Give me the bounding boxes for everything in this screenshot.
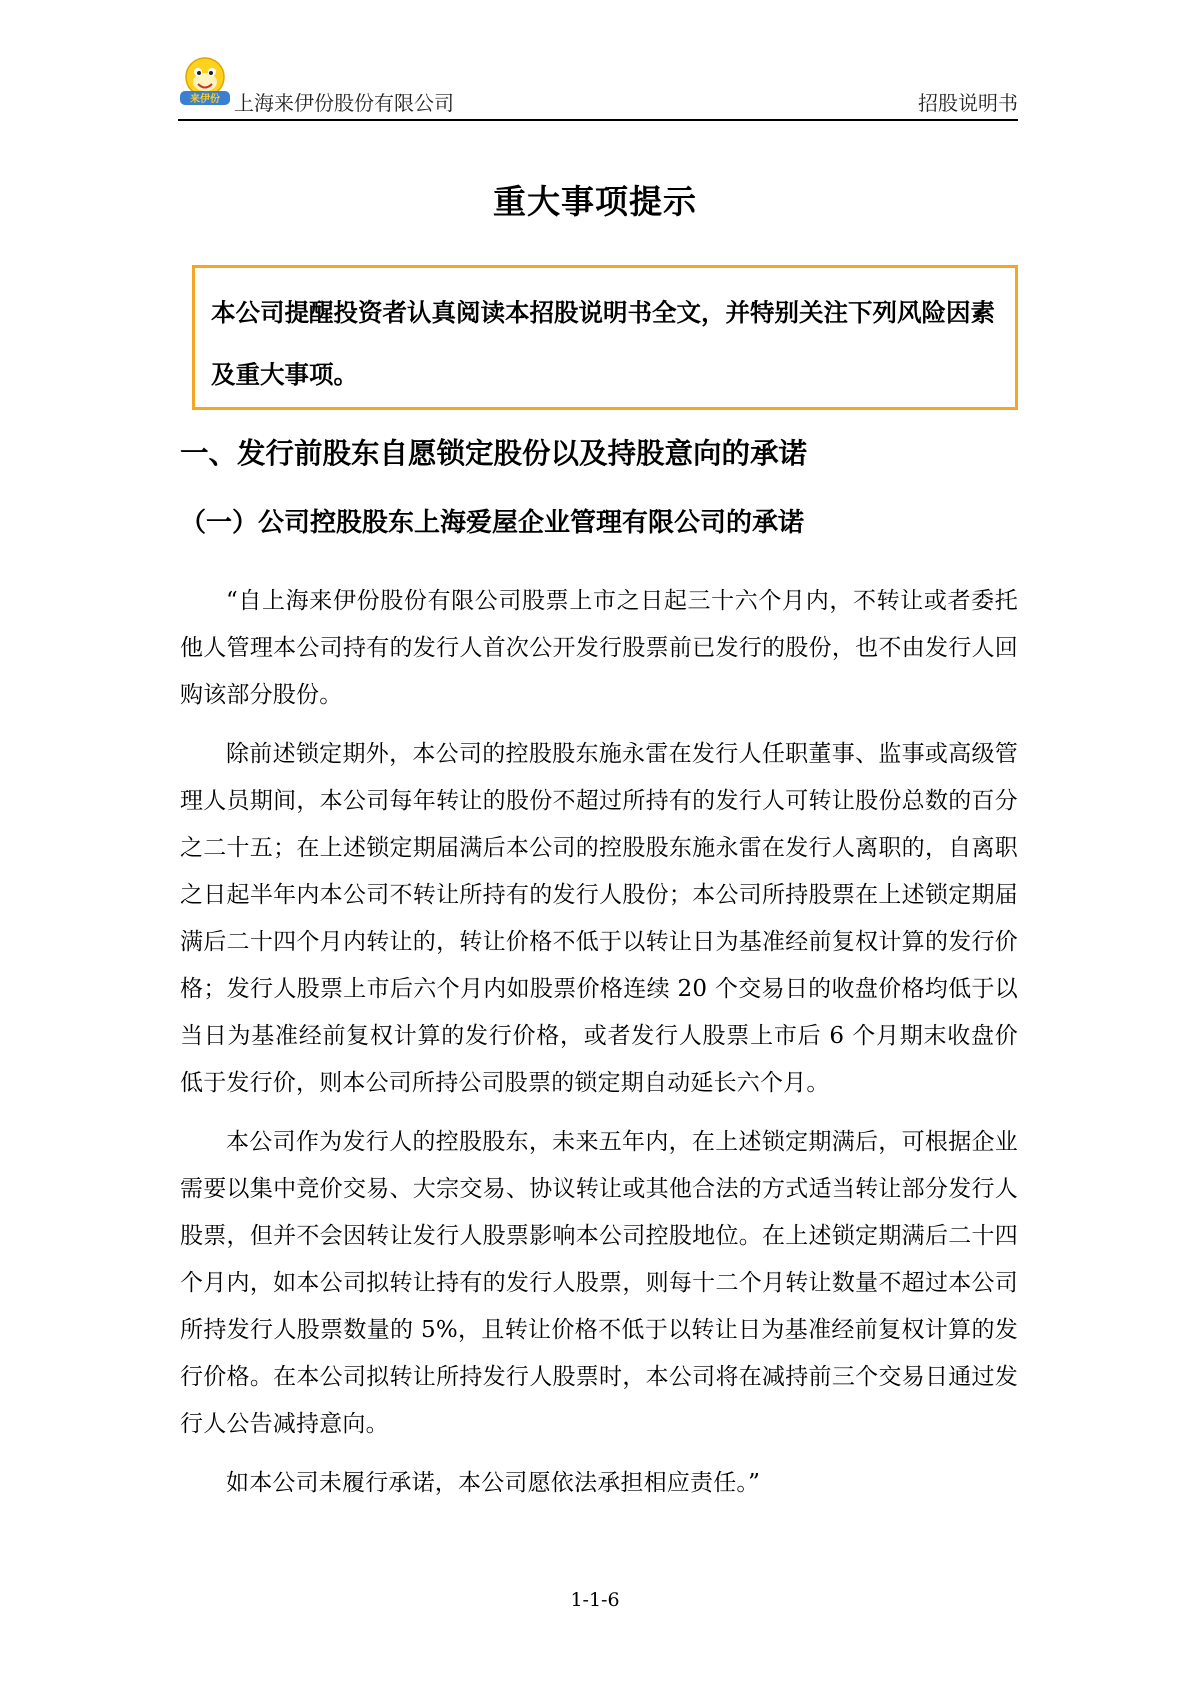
laiyifen-logo [178, 55, 232, 107]
page-number: 1-1-6 [570, 1589, 620, 1611]
paragraph: 如本公司未履行承诺，本公司愿依法承担相应责任。” [226, 1470, 761, 1496]
section-heading: 一、发行前股东自愿锁定股份以及持股意向的承诺 [180, 437, 808, 470]
document-type: 招股说明书 [918, 91, 1018, 115]
company-name: 上海来伊份股份有限公司 [234, 91, 454, 115]
body-text [180, 578, 1018, 1519]
paragraph: 除前述锁定期外，本公司的控股股东施永雷在发行人任职董事、监事或高级管理人员期间，本公司每年转让的股份不超过所持有的发行人可转让股份总数的百分之二十五；在上述锁定期届满后本公司的控股股东施永雷在发行人离职的，自离职之日起半年内本公司不转让所持有的发行人股份；本公司所持股票在上述锁定期届满后二十四个月内转让的，转让价格不低于以转让日为基准经前复权计算的发行价格；发行人股票上市后六个月内如股票价格连续 20 个交易日的收盘价格均低于以当日为基准经前复权计算的发行价格，或者发行人股票上市后 6 个月期末收盘价低于发行价，则本公司所持公司股票的锁定期自动延长六个月。 [180, 741, 1018, 1096]
paragraph: 本公司作为发行人的控股股东，未来五年内，在上述锁定期满后，可根据企业需要以集中竞价交易、大宗交易、协议转让或其他合法的方式适当转让部分发行人股票，但并不会因转让发行人股票影响本公司控股地位。在上述锁定期满后二十四个月内，如本公司拟转让持有的发行人股票，则每十二个月转让数量不超过本公司所持发行人股票数量的 5%，且转让价格不低于以转让日为基准经前复权计算的发行价格。在本公司拟转让所持发行人股票时，本公司将在减持前三个交易日通过发行人公告减持意向。 [180, 1129, 1018, 1437]
paragraph: “自上海来伊份股份有限公司股票上市之日起三十六个月内，不转让或者委托他人管理本公司持有的发行人首次公开发行股票前已发行的股份，也不由发行人回购该部分股份。 [180, 588, 1018, 708]
header-divider [178, 119, 1018, 121]
subsection-heading: （一）公司控股股东上海爱屋企业管理有限公司的承诺 [180, 508, 805, 538]
page-title: 重大事项提示 [493, 182, 697, 221]
page-header [178, 55, 1018, 121]
logo-text: 来伊份 [190, 94, 220, 105]
notice-box: 本公司提醒投资者认真阅读本招股说明书全文，并特别关注下列风险因素及重大事项。 [192, 265, 1018, 410]
